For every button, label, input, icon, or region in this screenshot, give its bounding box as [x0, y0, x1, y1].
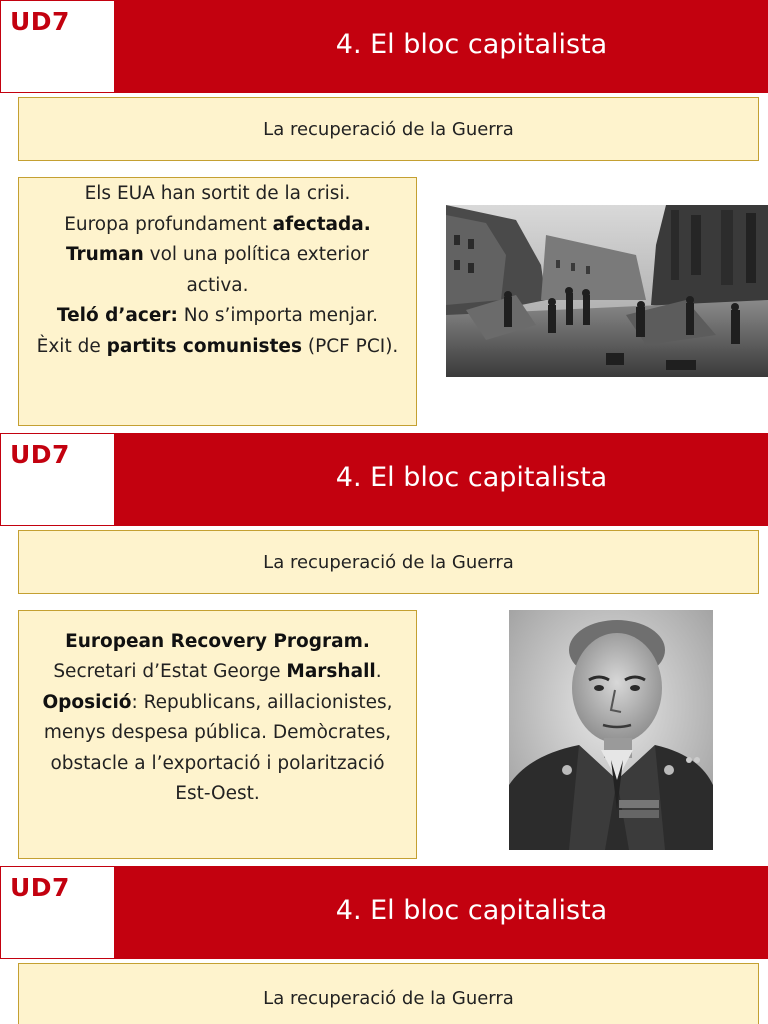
- slide-header: [0, 0, 768, 93]
- body-paragraph: Els EUA han sortit de la crisi.: [84, 183, 351, 204]
- body-paragraph: Èxit de partits comunistes (PCF PCI).: [36, 335, 399, 357]
- unit-label: UD7: [10, 440, 70, 469]
- body-paragraph: European Recovery Program.: [65, 631, 370, 652]
- unit-badge: [0, 433, 115, 526]
- slide-title: 4. El bloc capitalista: [335, 462, 608, 493]
- slide-body-text: [18, 610, 417, 859]
- unit-label: UD7: [10, 873, 70, 902]
- slide-body-text: [18, 177, 417, 426]
- slide-title: 4. El bloc capitalista: [335, 895, 608, 926]
- body-paragraph: Secretari d’Estat George Marshall.: [53, 661, 382, 683]
- slide-subtitle: La recuperació de la Guerra: [18, 530, 759, 594]
- slide-header: [0, 433, 768, 526]
- slide-2: [0, 433, 768, 866]
- slide-title: 4. El bloc capitalista: [335, 29, 608, 60]
- george-marshall-portrait: [509, 610, 713, 850]
- unit-badge: [0, 866, 115, 959]
- unit-badge: [0, 0, 115, 93]
- slide-1: [0, 0, 768, 433]
- slide-3: [0, 866, 768, 1024]
- slide-header: [0, 866, 768, 959]
- body-paragraph: Oposició: Republicans, aillacionistes, menys despesa pública. Demòcrates, obstacle a l’exportació i polarització Est-Oest.: [42, 691, 393, 805]
- body-paragraph: Teló d’acer: No s’importa menjar.: [56, 305, 379, 326]
- unit-label: UD7: [10, 7, 70, 36]
- postwar-ruins-photo: [446, 205, 768, 377]
- body-paragraph: Truman vol una política exterior activa.: [65, 244, 370, 296]
- slide-subtitle: La recuperació de la Guerra: [18, 97, 759, 161]
- slide-subtitle: La recuperació de la Guerra: [18, 963, 759, 1024]
- body-paragraph: Europa profundament afectada.: [64, 213, 371, 235]
